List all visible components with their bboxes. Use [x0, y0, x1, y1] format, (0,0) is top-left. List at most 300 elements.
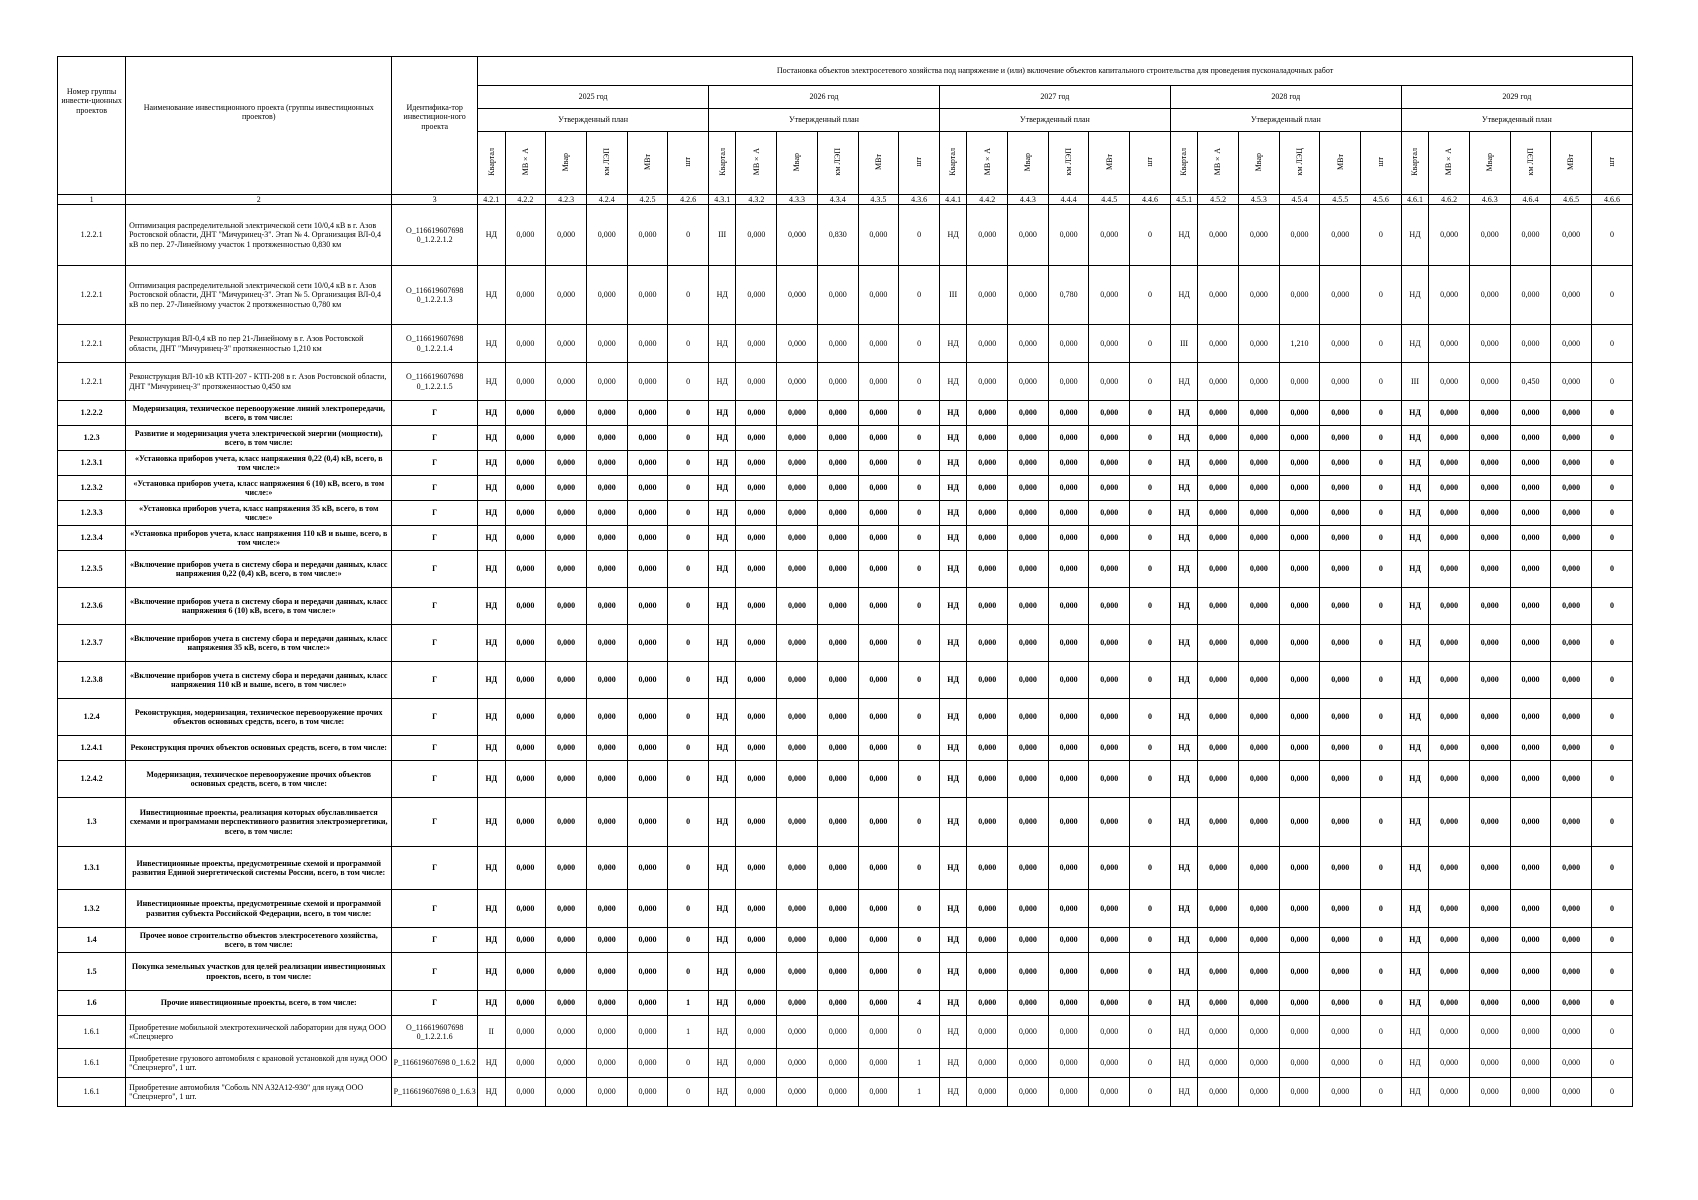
- row-value-cell: 0: [1361, 1078, 1402, 1107]
- row-value-cell: НД: [1401, 847, 1428, 890]
- row-value-cell: 0,000: [1239, 699, 1280, 736]
- table-row: [58, 266, 1633, 325]
- row-value-cell: 0,000: [736, 991, 777, 1016]
- table-row: [58, 363, 1633, 401]
- row-value-cell: 0,000: [1239, 662, 1280, 699]
- row-value-cell: 0,000: [505, 1016, 546, 1049]
- row-value-cell: 0,000: [546, 736, 587, 761]
- row-value-cell: 0,000: [1551, 451, 1592, 476]
- row-value-cell: 0,000: [858, 266, 899, 325]
- row-value-cell: 0,000: [1510, 401, 1551, 426]
- row-value-cell: НД: [1401, 476, 1428, 501]
- table-row: [58, 401, 1633, 426]
- row-value-cell: 0,000: [1551, 266, 1592, 325]
- row-value-cell: НД: [939, 205, 966, 266]
- row-project-name: Реконструкция прочих объектов основных средств, всего, в том числе:: [126, 736, 392, 761]
- row-value-cell: НД: [1170, 266, 1197, 325]
- row-value-cell: 0,000: [1279, 551, 1320, 588]
- table-row: [58, 890, 1633, 928]
- row-value-cell: НД: [1401, 526, 1428, 551]
- column-number: 4.3.3: [777, 195, 818, 205]
- row-value-cell: НД: [939, 325, 966, 363]
- row-value-cell: 0,000: [817, 991, 858, 1016]
- row-value-cell: 0,000: [505, 847, 546, 890]
- row-value-cell: 0,000: [967, 953, 1008, 991]
- row-value-cell: НД: [478, 501, 505, 526]
- column-number: 4.2.6: [668, 195, 709, 205]
- row-value-cell: 0,000: [1429, 761, 1470, 798]
- row-value-cell: НД: [939, 363, 966, 401]
- row-value-cell: 0,000: [1469, 736, 1510, 761]
- row-value-cell: 0,000: [586, 476, 627, 501]
- row-value-cell: 0,000: [967, 699, 1008, 736]
- header-unit-cell: [1198, 132, 1239, 195]
- row-value-cell: 0,000: [1239, 451, 1280, 476]
- row-value-cell: 0,000: [1048, 662, 1089, 699]
- row-value-cell: 0,000: [736, 325, 777, 363]
- row-value-cell: 0: [1361, 761, 1402, 798]
- row-value-cell: 0,000: [1239, 625, 1280, 662]
- row-value-cell: 0,000: [505, 798, 546, 847]
- row-value-cell: 0,000: [627, 325, 668, 363]
- row-value-cell: 0,000: [1198, 476, 1239, 501]
- row-value-cell: 0: [899, 1016, 940, 1049]
- row-value-cell: 0,000: [1429, 363, 1470, 401]
- row-value-cell: 0: [899, 451, 940, 476]
- row-value-cell: 0,000: [967, 928, 1008, 953]
- row-value-cell: 0,450: [1510, 363, 1551, 401]
- header-project-id: Идентифика-тор инвестицион-ного проекта: [392, 57, 478, 195]
- row-value-cell: НД: [708, 847, 735, 890]
- row-project-id: Г: [392, 401, 478, 426]
- row-value-cell: 0,000: [586, 526, 627, 551]
- row-value-cell: 0,000: [1048, 953, 1089, 991]
- row-value-cell: 0: [1361, 953, 1402, 991]
- row-value-cell: НД: [1170, 953, 1197, 991]
- row-value-cell: 0,000: [1048, 1049, 1089, 1078]
- row-value-cell: 0,000: [736, 426, 777, 451]
- row-value-cell: 0,000: [777, 363, 818, 401]
- row-value-cell: 0: [1361, 401, 1402, 426]
- row-value-cell: 0: [1130, 588, 1171, 625]
- column-number: 4.5.3: [1239, 195, 1280, 205]
- row-value-cell: 0,000: [1429, 699, 1470, 736]
- row-value-cell: 0,000: [777, 501, 818, 526]
- row-value-cell: 0,000: [627, 1016, 668, 1049]
- row-value-cell: 0,000: [1429, 847, 1470, 890]
- row-value-cell: 0: [668, 847, 709, 890]
- row-value-cell: 0,000: [586, 325, 627, 363]
- row-value-cell: НД: [1401, 1049, 1428, 1078]
- header-group-number: Номер группы инвести-ционных проектов: [58, 57, 126, 195]
- row-value-cell: 0,000: [1279, 588, 1320, 625]
- row-value-cell: 0,000: [1469, 847, 1510, 890]
- row-value-cell: 0,000: [1279, 847, 1320, 890]
- row-value-cell: 0,000: [1510, 928, 1551, 953]
- column-number: 4.4.5: [1089, 195, 1130, 205]
- row-value-cell: 0,000: [1469, 928, 1510, 953]
- row-value-cell: 0,000: [1089, 991, 1130, 1016]
- row-value-cell: 0: [1130, 625, 1171, 662]
- row-value-cell: НД: [1170, 551, 1197, 588]
- header-unit-cell: [1239, 132, 1280, 195]
- row-value-cell: НД: [1401, 662, 1428, 699]
- row-value-cell: 0,000: [1551, 890, 1592, 928]
- row-value-cell: 0: [899, 890, 940, 928]
- row-group-number: 1.2.3.8: [58, 662, 126, 699]
- row-value-cell: 0,000: [1089, 699, 1130, 736]
- table-row: [58, 1078, 1633, 1107]
- row-group-number: 1.4: [58, 928, 126, 953]
- row-value-cell: 0,000: [858, 205, 899, 266]
- column-number: 4.4.3: [1008, 195, 1049, 205]
- header-unit-label: Квартал: [1179, 147, 1189, 176]
- row-value-cell: НД: [478, 266, 505, 325]
- table-row: [58, 476, 1633, 501]
- row-value-cell: НД: [478, 451, 505, 476]
- row-value-cell: 0,000: [1429, 451, 1470, 476]
- row-value-cell: 0,000: [1198, 588, 1239, 625]
- row-value-cell: 0,000: [967, 266, 1008, 325]
- row-value-cell: 0,000: [586, 426, 627, 451]
- row-value-cell: 0,000: [1279, 501, 1320, 526]
- row-project-id: Г: [392, 588, 478, 625]
- row-value-cell: 0,000: [546, 325, 587, 363]
- row-value-cell: НД: [708, 662, 735, 699]
- row-value-cell: НД: [478, 953, 505, 991]
- row-value-cell: 0: [1591, 1078, 1632, 1107]
- row-value-cell: 0,000: [817, 736, 858, 761]
- row-group-number: 1.3.2: [58, 890, 126, 928]
- row-value-cell: 0,000: [1198, 501, 1239, 526]
- row-value-cell: 0,000: [858, 526, 899, 551]
- row-value-cell: 0,000: [1008, 1078, 1049, 1107]
- row-value-cell: 0,000: [1320, 526, 1361, 551]
- table-row: [58, 588, 1633, 625]
- row-value-cell: 0,000: [1279, 890, 1320, 928]
- row-value-cell: 0,000: [1279, 1049, 1320, 1078]
- row-value-cell: 0,000: [1279, 736, 1320, 761]
- row-project-name: «Включение приборов учета в систему сбора и передачи данных, класс напряжения 6 (10) кВ, всего, в том числе:»: [126, 588, 392, 625]
- row-project-id: O_116619607698 0_1.2.2.1.2: [392, 205, 478, 266]
- column-number: 4.2.3: [546, 195, 587, 205]
- row-value-cell: 0,000: [1008, 625, 1049, 662]
- row-project-name: «Включение приборов учета в систему сбора и передачи данных, класс напряжения 0,22 (0,4) кВ, всего, в том числе:»: [126, 551, 392, 588]
- row-value-cell: 0,000: [1198, 401, 1239, 426]
- row-value-cell: 0,000: [1510, 588, 1551, 625]
- row-value-cell: 0,000: [1008, 588, 1049, 625]
- row-value-cell: 0,000: [1198, 325, 1239, 363]
- row-project-id: P_116619607698 0_1.6.2: [392, 1049, 478, 1078]
- row-project-id: Г: [392, 526, 478, 551]
- row-value-cell: 0,000: [817, 761, 858, 798]
- row-value-cell: 0,000: [1551, 551, 1592, 588]
- column-number: 4.6.5: [1551, 195, 1592, 205]
- investment-table-sheet: [57, 56, 1633, 1107]
- row-project-name: Инвестиционные проекты, реализация которых обуславливается схемами и программами перспективного развития электроэнергетики, всего, в том числе:: [126, 798, 392, 847]
- row-value-cell: 0: [1130, 1049, 1171, 1078]
- header-year-0: 2025 год: [478, 86, 709, 109]
- row-value-cell: 0,000: [817, 928, 858, 953]
- row-value-cell: 0,000: [1469, 205, 1510, 266]
- row-value-cell: НД: [478, 588, 505, 625]
- row-value-cell: 0,000: [586, 928, 627, 953]
- row-value-cell: 0,000: [1510, 551, 1551, 588]
- row-value-cell: 0,000: [1089, 501, 1130, 526]
- row-value-cell: 0,000: [505, 526, 546, 551]
- row-value-cell: 0,000: [1048, 325, 1089, 363]
- row-project-id: Г: [392, 501, 478, 526]
- row-value-cell: 0,000: [1320, 551, 1361, 588]
- row-value-cell: НД: [1401, 928, 1428, 953]
- table-row: [58, 501, 1633, 526]
- row-value-cell: НД: [1401, 953, 1428, 991]
- row-value-cell: 0,000: [736, 953, 777, 991]
- row-value-cell: 0,000: [546, 588, 587, 625]
- row-value-cell: 0,000: [1510, 266, 1551, 325]
- row-value-cell: III: [708, 205, 735, 266]
- header-unit-cell: [939, 132, 966, 195]
- row-value-cell: 0,000: [777, 476, 818, 501]
- header-unit-label: Мвар: [792, 152, 802, 171]
- row-value-cell: 0,000: [627, 625, 668, 662]
- row-value-cell: 0,000: [1048, 928, 1089, 953]
- row-value-cell: 0,000: [1008, 1049, 1049, 1078]
- row-value-cell: 0,000: [546, 205, 587, 266]
- row-value-cell: 0,000: [967, 890, 1008, 928]
- row-value-cell: 0,000: [1089, 266, 1130, 325]
- table-row: [58, 847, 1633, 890]
- row-value-cell: 0: [1591, 1049, 1632, 1078]
- row-value-cell: 0,000: [1429, 991, 1470, 1016]
- row-value-cell: 0,000: [817, 1078, 858, 1107]
- row-value-cell: 0,000: [967, 1078, 1008, 1107]
- row-value-cell: 0,000: [1239, 325, 1280, 363]
- row-value-cell: 0,000: [1239, 928, 1280, 953]
- header-unit-cell: [505, 132, 546, 195]
- row-value-cell: 0,000: [817, 625, 858, 662]
- header-year-3: 2028 год: [1170, 86, 1401, 109]
- row-value-cell: 0,000: [777, 1049, 818, 1078]
- row-value-cell: 0,000: [1551, 798, 1592, 847]
- row-value-cell: НД: [478, 426, 505, 451]
- row-value-cell: 0,000: [1239, 736, 1280, 761]
- table-row: [58, 625, 1633, 662]
- row-value-cell: 0,000: [1429, 426, 1470, 451]
- row-value-cell: 0,000: [505, 363, 546, 401]
- row-value-cell: 0,000: [1279, 401, 1320, 426]
- row-project-name: Прочее новое строительство объектов электросетевого хозяйства, всего, в том числе:: [126, 928, 392, 953]
- row-value-cell: 0,000: [627, 426, 668, 451]
- row-value-cell: 0,000: [736, 476, 777, 501]
- row-value-cell: 0,000: [1239, 551, 1280, 588]
- row-value-cell: 0,780: [1048, 266, 1089, 325]
- row-value-cell: НД: [939, 847, 966, 890]
- row-value-cell: 0,000: [1089, 1049, 1130, 1078]
- row-value-cell: 0,000: [1239, 401, 1280, 426]
- row-project-id: Г: [392, 451, 478, 476]
- header-unit-label: км ЛЭП: [832, 148, 842, 176]
- row-value-cell: 0,000: [1551, 699, 1592, 736]
- column-number: 4.5.4: [1279, 195, 1320, 205]
- row-value-cell: НД: [1170, 736, 1197, 761]
- row-value-cell: 0,000: [736, 798, 777, 847]
- row-value-cell: 0,000: [586, 890, 627, 928]
- row-value-cell: 0,000: [586, 1049, 627, 1078]
- row-value-cell: 0,000: [1551, 476, 1592, 501]
- row-value-cell: 0: [1361, 551, 1402, 588]
- row-value-cell: 0,000: [777, 991, 818, 1016]
- row-value-cell: НД: [708, 798, 735, 847]
- row-value-cell: 0,000: [736, 625, 777, 662]
- row-value-cell: 0: [1591, 625, 1632, 662]
- row-value-cell: НД: [1401, 991, 1428, 1016]
- row-value-cell: 0,000: [1239, 1016, 1280, 1049]
- row-value-cell: 0,000: [736, 401, 777, 426]
- row-value-cell: 0,000: [1008, 476, 1049, 501]
- row-project-name: Инвестиционные проекты, предусмотренные схемой и программой развития Единой энергетической системы России, всего, в том числе:: [126, 847, 392, 890]
- row-value-cell: НД: [1170, 205, 1197, 266]
- row-value-cell: 0: [1130, 662, 1171, 699]
- row-value-cell: 0,000: [858, 588, 899, 625]
- row-value-cell: 0,000: [1198, 736, 1239, 761]
- row-value-cell: 0,000: [1008, 205, 1049, 266]
- row-value-cell: 0: [1130, 928, 1171, 953]
- table-row: [58, 205, 1633, 266]
- row-value-cell: НД: [939, 501, 966, 526]
- row-value-cell: 0,000: [817, 798, 858, 847]
- row-group-number: 1.6: [58, 991, 126, 1016]
- row-value-cell: 0,000: [1198, 625, 1239, 662]
- row-value-cell: 0,000: [1469, 798, 1510, 847]
- row-value-cell: 0,000: [1198, 662, 1239, 699]
- row-project-name: Приобретение грузового автомобиля с крановой установкой для нужд ООО "Спецэнерго", 1 шт.: [126, 1049, 392, 1078]
- row-value-cell: 0,000: [1320, 426, 1361, 451]
- row-value-cell: НД: [1401, 1016, 1428, 1049]
- row-group-number: 1.2.3.6: [58, 588, 126, 625]
- row-value-cell: 0,000: [1429, 662, 1470, 699]
- column-number: 4.2.2: [505, 195, 546, 205]
- row-value-cell: 0,000: [1510, 625, 1551, 662]
- row-value-cell: 0,000: [1048, 736, 1089, 761]
- header-unit-cell: [1551, 132, 1592, 195]
- row-value-cell: 0,000: [586, 736, 627, 761]
- row-value-cell: 0,000: [967, 1049, 1008, 1078]
- row-group-number: 1.6.1: [58, 1078, 126, 1107]
- row-value-cell: 0: [1591, 325, 1632, 363]
- row-value-cell: 0,000: [1510, 953, 1551, 991]
- row-value-cell: НД: [478, 1078, 505, 1107]
- row-value-cell: 0,000: [777, 662, 818, 699]
- row-value-cell: 1: [668, 991, 709, 1016]
- row-value-cell: 0: [899, 526, 940, 551]
- row-value-cell: 0,000: [1089, 847, 1130, 890]
- row-value-cell: 0,000: [1089, 363, 1130, 401]
- row-value-cell: 0,000: [1048, 588, 1089, 625]
- row-value-cell: НД: [1401, 588, 1428, 625]
- row-value-cell: НД: [1170, 426, 1197, 451]
- row-value-cell: 0,000: [817, 426, 858, 451]
- header-unit-cell: [967, 132, 1008, 195]
- row-value-cell: НД: [708, 476, 735, 501]
- header-unit-label: шт: [1376, 156, 1386, 167]
- row-value-cell: 0,000: [1008, 501, 1049, 526]
- row-value-cell: НД: [1401, 798, 1428, 847]
- row-value-cell: 0,000: [736, 928, 777, 953]
- row-value-cell: НД: [708, 625, 735, 662]
- row-group-number: 1.5: [58, 953, 126, 991]
- header-unit-cell: [1429, 132, 1470, 195]
- row-value-cell: 0: [1591, 588, 1632, 625]
- header-unit-cell: [817, 132, 858, 195]
- column-number: 3: [392, 195, 478, 205]
- row-value-cell: 0,000: [858, 847, 899, 890]
- row-value-cell: 0,000: [546, 451, 587, 476]
- row-value-cell: 0,000: [1048, 363, 1089, 401]
- row-value-cell: 0,000: [586, 1078, 627, 1107]
- row-value-cell: 0,000: [1008, 363, 1049, 401]
- row-value-cell: 0,000: [1048, 526, 1089, 551]
- row-value-cell: 0,000: [546, 1049, 587, 1078]
- row-value-cell: 0: [668, 501, 709, 526]
- row-value-cell: 0,000: [1008, 798, 1049, 847]
- row-value-cell: 0,000: [777, 953, 818, 991]
- row-value-cell: 0: [668, 1049, 709, 1078]
- row-value-cell: 0: [1591, 662, 1632, 699]
- row-value-cell: НД: [478, 991, 505, 1016]
- row-project-name: Покупка земельных участков для целей реализации инвестиционных проектов, всего, в том числе:: [126, 953, 392, 991]
- row-value-cell: 0,000: [777, 426, 818, 451]
- row-value-cell: 0,000: [1320, 501, 1361, 526]
- row-value-cell: НД: [478, 551, 505, 588]
- column-number: 4.5.5: [1320, 195, 1361, 205]
- row-value-cell: 0,000: [1320, 363, 1361, 401]
- row-value-cell: НД: [1401, 451, 1428, 476]
- row-value-cell: 0,000: [1320, 991, 1361, 1016]
- row-value-cell: 0,000: [1551, 928, 1592, 953]
- row-value-cell: НД: [939, 451, 966, 476]
- row-value-cell: 0,000: [1089, 625, 1130, 662]
- row-value-cell: 0,000: [1198, 426, 1239, 451]
- row-value-cell: 0: [668, 325, 709, 363]
- row-value-cell: 0,000: [1551, 588, 1592, 625]
- header-unit-cell: [1361, 132, 1402, 195]
- row-value-cell: 0,000: [586, 991, 627, 1016]
- row-value-cell: 0: [1591, 699, 1632, 736]
- row-value-cell: НД: [939, 928, 966, 953]
- row-value-cell: 0,000: [505, 476, 546, 501]
- row-value-cell: НД: [1170, 1049, 1197, 1078]
- row-value-cell: НД: [939, 761, 966, 798]
- row-value-cell: 0: [1361, 205, 1402, 266]
- row-value-cell: III: [939, 266, 966, 325]
- row-value-cell: 0,000: [1048, 476, 1089, 501]
- row-value-cell: 0: [1361, 451, 1402, 476]
- row-value-cell: 0,000: [1089, 1078, 1130, 1107]
- row-value-cell: 0: [1130, 401, 1171, 426]
- header-unit-cell: [1048, 132, 1089, 195]
- row-value-cell: 0: [899, 847, 940, 890]
- table-row: [58, 991, 1633, 1016]
- row-value-cell: 0: [899, 761, 940, 798]
- row-value-cell: 0,000: [1279, 451, 1320, 476]
- row-value-cell: 0,000: [1198, 928, 1239, 953]
- row-value-cell: 0,000: [1320, 1078, 1361, 1107]
- row-value-cell: 0,000: [736, 761, 777, 798]
- row-value-cell: 0,000: [1279, 699, 1320, 736]
- row-value-cell: 0,000: [1510, 526, 1551, 551]
- row-value-cell: 0,000: [1048, 991, 1089, 1016]
